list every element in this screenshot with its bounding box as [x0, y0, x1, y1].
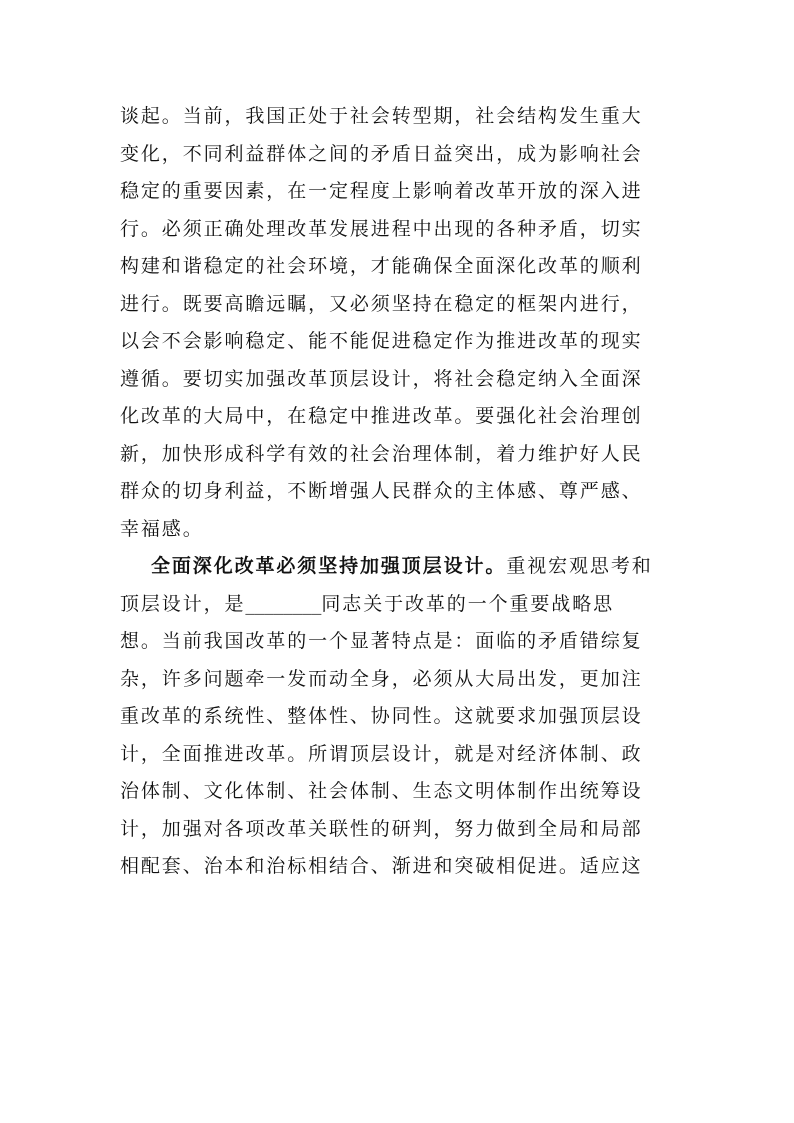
text-line: 进行。既要高瞻远瞩，又必须坚持在稳定的框架内进行，	[120, 292, 643, 315]
text-line: 治体制、文化体制、社会体制、生态文明体制作出统筹设	[120, 780, 643, 802]
fill-in-blank: ________	[245, 592, 322, 615]
text-line: 谈起。当前，我国正处于社会转型期，社会结构发生重大	[120, 105, 643, 127]
text-line: 化改革的大局中，在稳定中推进改革。要强化社会治理创	[120, 405, 643, 427]
text-line: 重改革的系统性、整体性、协同性。这就要求加强顶层设	[120, 705, 643, 727]
text-line: 稳定的重要因素，在一定程度上影响着改革开放的深入进	[120, 180, 643, 202]
text-line	[120, 586, 668, 624]
text-span: 重视宏观思考和	[506, 555, 653, 577]
text-line: 变化，不同利益群体之间的矛盾日益突出，成为影响社会	[120, 142, 643, 165]
text-line: 新，加快形成科学有效的社会治理体制，着力维护好人民	[120, 442, 643, 465]
text-line: 幸福感。	[120, 517, 204, 540]
text-line: 行。必须正确处理改革发展进程中出现的各种矛盾，切实	[120, 217, 643, 240]
paragraph-heading: 全面深化改革必须坚持加强顶层设计。	[151, 555, 507, 577]
document-page	[120, 98, 668, 886]
text-line: 相配套、治本和治标相结合、渐进和突破相促进。适应这	[120, 855, 643, 877]
text-line: 计，全面推进改革。所谓顶层设计，就是对经济体制、政	[120, 742, 643, 765]
paragraph-social-stability	[120, 98, 668, 548]
text-line: 杂，许多问题牵一发而动全身，必须从大局出发，更加注	[120, 667, 643, 690]
paragraph-top-level-design	[120, 548, 668, 886]
text-span: 顶层设计，是	[120, 592, 246, 615]
text-span: 同志关于改革的一个重要战略思	[321, 592, 615, 615]
text-line: 计，加强对各项改革关联性的研判，努力做到全局和局部	[120, 817, 643, 840]
text-line	[120, 548, 668, 586]
text-line: 遵循。要切实加强改革顶层设计，将社会稳定纳入全面深	[120, 367, 643, 390]
text-line: 群众的切身利益，不断增强人民群众的主体感、尊严感、	[120, 480, 643, 502]
text-line: 以会不会影响稳定、能不能促进稳定作为推进改革的现实	[120, 330, 643, 352]
text-line: 想。当前我国改革的一个显著特点是：面临的矛盾错综复	[120, 630, 643, 652]
text-line: 构建和谐稳定的社会环境，才能确保全面深化改革的顺利	[120, 255, 643, 277]
